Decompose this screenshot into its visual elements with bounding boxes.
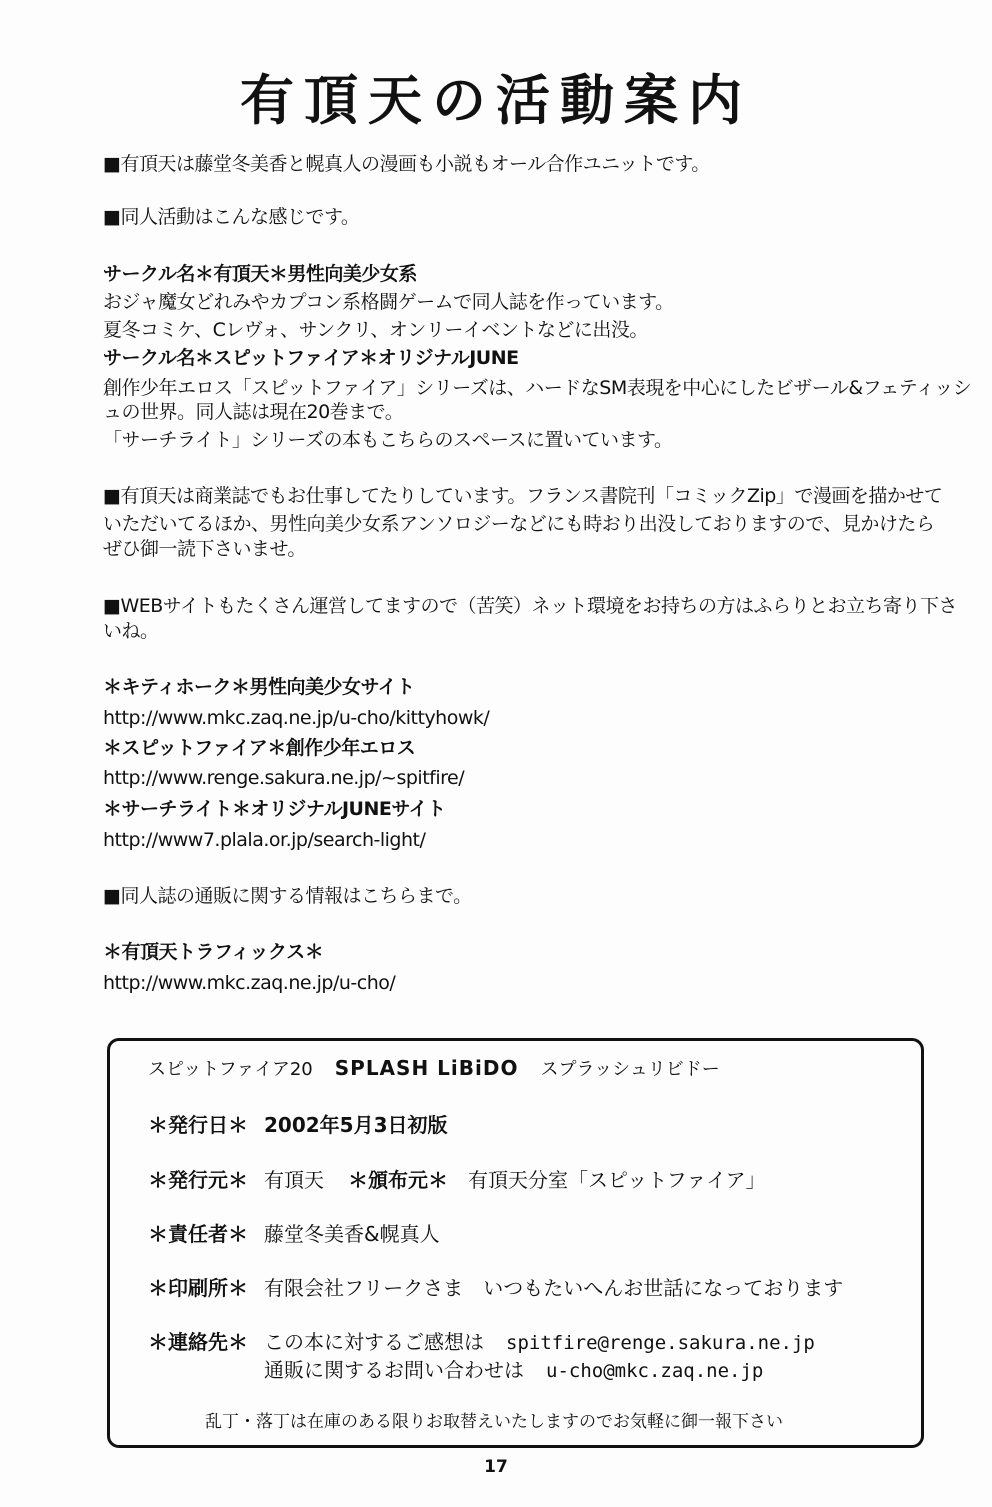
activity-text: ■同人活動はこんな感じです。 [103,206,360,228]
contact1-text: この本に対するご感想は [264,1330,484,1354]
title-en: SPLASH LiBiDO [334,1056,519,1080]
circle-text: ュの世界。同人誌は現在20巻まで。 [103,401,404,423]
distributor-label: ＊頒布元＊ [348,1168,448,1192]
site-heading: ＊スピットファイア＊創作少年エロス [103,737,416,759]
site-url[interactable]: http://www.renge.sakura.ne.jp/~spitfire/ [103,767,465,789]
page-number: 17 [484,1457,508,1477]
web-text: いね。 [103,620,159,642]
notice-text: 乱丁・落丁は在庫のある限りお取替えいたしますのでお気軽に御一報下さい [205,1412,783,1432]
contact2-text: 通販に関するお問い合わせは [264,1358,524,1382]
responsible-value: 藤堂冬美香&幌真人 [264,1222,440,1246]
colophon-box [107,1038,924,1448]
contact2-email[interactable]: u-cho@mkc.zaq.ne.jp [546,1360,764,1382]
site-heading: ＊有頂天トラフィックス＊ [103,941,324,963]
distributor-value: 有頂天分室「スピットファイア」 [468,1168,766,1192]
date-value: 2002年5月3日初版 [264,1113,448,1137]
printer-row [148,1272,843,1301]
circle-heading: サークル名＊有頂天＊男性向美少女系 [103,263,417,285]
page-title: 有頂天の活動案内 [240,69,752,132]
contact1-email[interactable]: spitfire@renge.sakura.ne.jp [506,1332,815,1354]
commercial-text: いただいてるほか、男性向美少女系アンソロジーなどにも時おり出没しておりますので、見かけたら [103,513,935,535]
publisher-value: 有頂天 [264,1168,324,1192]
title-kana: スプラッシュリビドー [540,1059,720,1080]
circle-text: 創作少年エロス「スピットファイア」シリーズは、ハードなSM表現を中心にしたビザール&フェティッシ [103,377,972,399]
circle-text: おジャ魔女どれみやカプコン系格闘ゲームで同人誌を作っています。 [103,291,674,313]
contact-row [148,1326,815,1355]
site-url[interactable]: http://www.mkc.zaq.ne.jp/u-cho/ [103,972,396,994]
printer-value: 有限会社フリークさま いつもたいへんお世話になっております [264,1276,844,1300]
site-heading: ＊サーチライト＊オリジナルJUNEサイト [103,798,446,820]
site-url[interactable]: http://www.mkc.zaq.ne.jp/u-cho/kittyhowk/ [103,707,490,729]
contact-label: ＊連絡先＊ [148,1330,248,1354]
date-label: ＊発行日＊ [148,1113,248,1137]
intro-text: ■有頂天は藤堂冬美香と幌真人の漫画も小説もオール合作ユニットです。 [103,153,710,175]
commercial-text: ■有頂天は商業誌でもお仕事してたりしています。フランス書院刊「コミックZip」で漫画を描かせて [103,485,943,507]
commercial-text: ぜひ御一読下さいませ。 [103,538,306,560]
circle-text: 夏冬コミケ、Cレヴォ、サンクリ、オンリーイベントなどに出没。 [103,319,648,341]
mailorder-text: ■同人誌の通販に関する情報はこちらまで。 [103,885,472,907]
publisher-row [148,1164,766,1193]
circle-heading: サークル名＊スピットファイア＊オリジナルJUNE [103,347,519,369]
colophon-title-row [148,1055,720,1081]
publisher-label: ＊発行元＊ [148,1168,248,1192]
responsible-label: ＊責任者＊ [148,1222,248,1246]
site-url[interactable]: http://www7.plala.or.jp/search-light/ [103,829,426,851]
date-row [148,1109,448,1138]
series-name: スピットファイア20 [148,1059,313,1080]
responsible-row [148,1218,440,1247]
web-text: ■WEBサイトもたくさん運営してますので（苦笑）ネット環境をお持ちの方はふらりとお立ち寄り下さ [103,595,957,617]
printer-label: ＊印刷所＊ [148,1276,248,1300]
circle-text: 「サーチライト」シリーズの本もこちらのスペースに置いています。 [103,429,673,451]
site-heading: ＊キティホーク＊男性向美少女サイト [103,676,415,698]
contact-row-2 [264,1354,763,1383]
